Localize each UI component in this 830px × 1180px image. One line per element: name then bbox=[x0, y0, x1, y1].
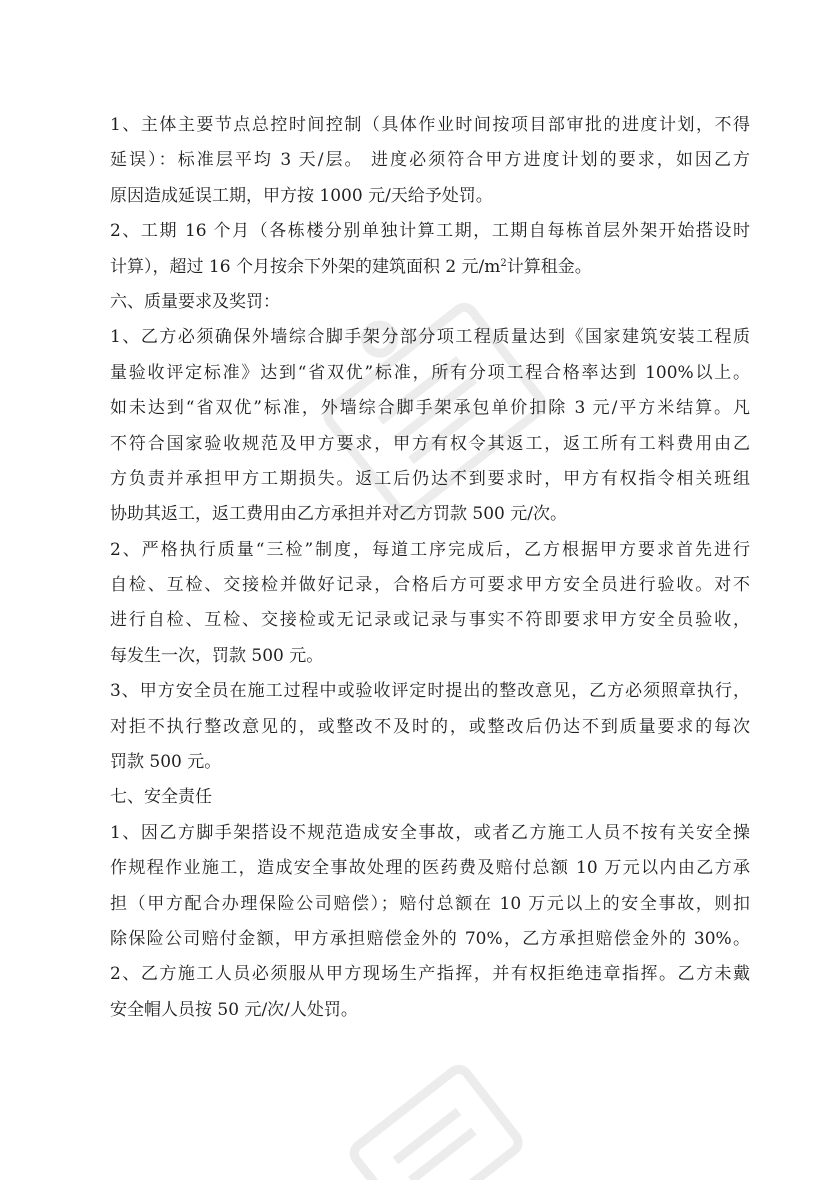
document-body bbox=[110, 108, 750, 1028]
text-line: 原因造成延误工期，甲方按 1000 元/天给予处罚。 bbox=[110, 185, 493, 206]
watermark-stamp-bottom bbox=[330, 1060, 530, 1180]
text-line: 安全帽人员按 50 元/次/人处罚。 bbox=[110, 999, 358, 1020]
text-line-part: 计算），超过 16 个月按余下外架的建筑面积 2 元/m bbox=[110, 256, 501, 277]
section-heading: 七、安全责任 bbox=[110, 787, 212, 808]
text-line: 如未达到“省双优”标准，外墙综合脚手架承包单价扣除 3 元/平方米结算。凡 bbox=[110, 398, 750, 419]
text-line: 1、主体主要节点总控时间控制（具体作业时间按项目部审批的进度计划，不得 bbox=[110, 115, 750, 135]
text-line: 每发生一次，罚款 500 元。 bbox=[110, 645, 324, 666]
text-line: 3、甲方安全员在施工过程中或验收评定时提出的整改意见，乙方必须照章执行， bbox=[110, 681, 750, 702]
text-line: 进行自检、互检、交接检或无记录或记录与事实不符即要求甲方安全员验收， bbox=[110, 610, 750, 631]
watermark-stamp-bottom-icon bbox=[330, 1060, 530, 1180]
text-line: 自检、互检、交接检并做好记录，合格后方可要求甲方安全员进行验收。对不 bbox=[110, 575, 750, 596]
text-line: 2、乙方施工人员必须服从甲方现场生产指挥，并有权拒绝违章指挥。乙方未戴 bbox=[110, 964, 750, 985]
text-line: 2、严格执行质量“三检”制度，每道工序完成后，乙方根据甲方要求首先进行 bbox=[110, 539, 750, 560]
text-line: 罚款 500 元。 bbox=[110, 752, 222, 773]
superscript: 2 bbox=[500, 257, 507, 269]
text-line: 对拒不执行整改意见的，或整改不及时的，或整改后仍达不到质量要求的每次 bbox=[110, 716, 750, 737]
text-line: 不符合国家验收规范及甲方要求，甲方有权令其返工，返工所有工料费用由乙 bbox=[110, 433, 750, 454]
text-line-part: 计算租金。 bbox=[506, 256, 592, 277]
text-line: 协助其返工，返工费用由乙方承担并对乙方罚款 500 元/次。 bbox=[110, 504, 567, 525]
text-line: 延误）：标准层平均 3 天/层。 进度必须符合甲方进度计划的要求，如因乙方 bbox=[110, 150, 750, 171]
text-line: 方负责并承担甲方工期损失。返工后仍达不到要求时，甲方有权指令相关班组 bbox=[110, 468, 750, 489]
text-line-with-unit bbox=[110, 250, 750, 285]
text-line: 作规程作业施工，造成安全事故处理的医药费及赔付总额 10 万元以内由乙方承 bbox=[110, 858, 750, 879]
text-line: 量验收评定标准》达到“省双优”标准，所有分项工程合格率达到 100%以上。 bbox=[110, 362, 750, 383]
text-line: 2、工期 16 个月（各栋楼分别单独计算工期，工期自每栋首层外架开始搭设时 bbox=[110, 221, 750, 242]
text-line: 除保险公司赔付金额，甲方承担赔偿金外的 70%，乙方承担赔偿金外的 30%。 bbox=[110, 928, 750, 949]
section-heading: 六、质量要求及奖罚： bbox=[110, 291, 280, 312]
text-line: 担（甲方配合办理保险公司赔偿）；赔付总额在 10 万元以上的安全事故，则扣 bbox=[110, 893, 750, 914]
text-line: 1、因乙方脚手架搭设不规范造成安全事故，或者乙方施工人员不按有关安全操 bbox=[110, 822, 750, 843]
text-line: 1、乙方必须确保外墙综合脚手架分部分项工程质量达到《国家建筑安装工程质 bbox=[110, 327, 750, 348]
